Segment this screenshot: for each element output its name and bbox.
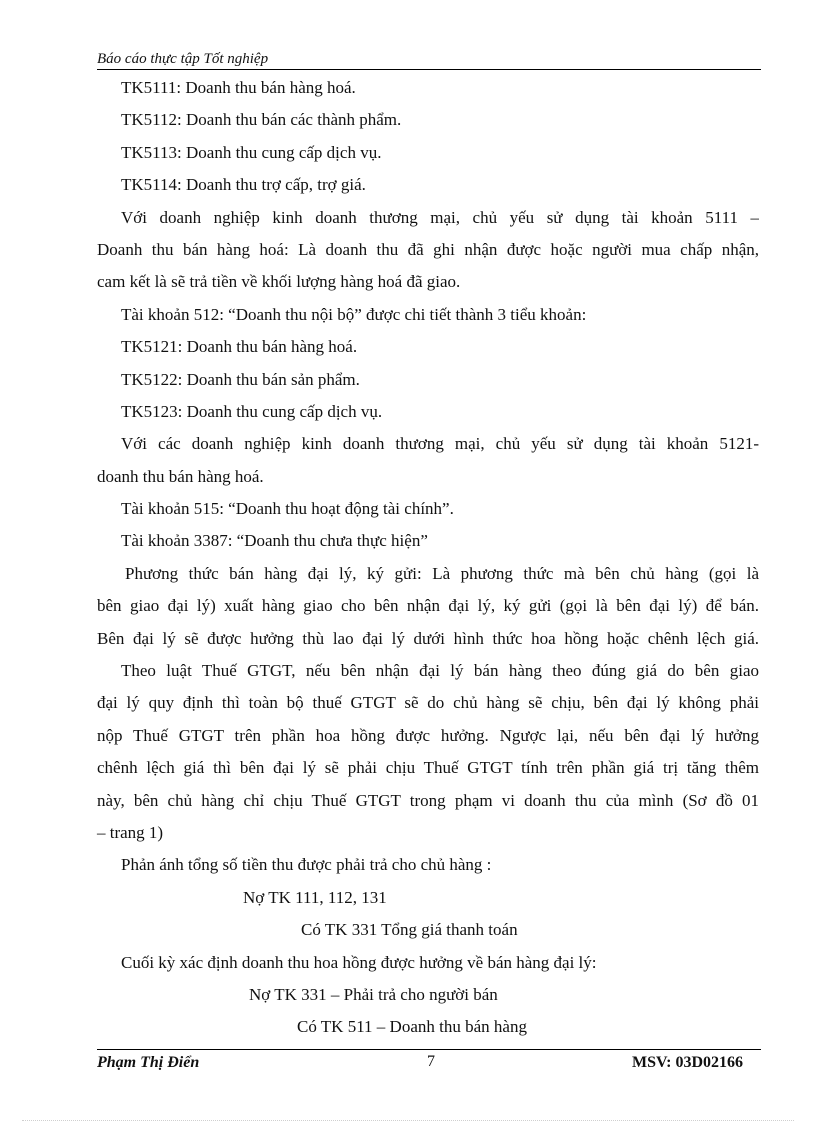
page-header: [97, 49, 761, 70]
journal-entry-credit: Có TK 511 – Doanh thu bán hàng: [297, 1017, 527, 1037]
journal-entry-debit: Nợ TK 331 – Phải trả cho người bán: [249, 984, 498, 1004]
body-line: Theo luật Thuế GTGT, nếu bên nhận đại lý bán hàng theo đúng giá do bên giao: [121, 661, 759, 681]
body-line: TK5122: Doanh thu bán sản phẩm.: [121, 369, 360, 389]
footer-student-id: MSV: 03D02166: [632, 1054, 743, 1071]
body-line: TK5121: Doanh thu bán hàng hoá.: [121, 337, 358, 357]
body-line: TK5113: Doanh thu cung cấp dịch vụ.: [121, 142, 382, 162]
header-title: Báo cáo thực tập Tốt nghiệp: [97, 51, 269, 67]
body-line: Tài khoản 3387: “Doanh thu chưa thực hiện”: [121, 531, 428, 551]
body-line: TK5111: Doanh thu bán hàng hoá.: [121, 78, 356, 97]
page-boundary-divider: [22, 1120, 794, 1121]
body-line: Phản ánh tổng số tiền thu được phải trả cho chủ hàng :: [121, 855, 492, 875]
body-line: Tài khoản 515: “Doanh thu hoạt động tài chính”.: [121, 499, 454, 519]
body-line: chênh lệch giá thì bên đại lý sẽ phải chịu Thuế GTGT tính trên phần giá trị tăng thêm: [97, 758, 759, 778]
document-body: [97, 72, 759, 1044]
body-line: TK5123: Doanh thu cung cấp dịch vụ.: [121, 401, 383, 421]
body-line: Tài khoản 512: “Doanh thu nội bộ” được chi tiết thành 3 tiểu khoản:: [121, 304, 587, 324]
body-line: Với các doanh nghiệp kinh doanh thương mại, chủ yếu sử dụng tài khoản 5121-: [121, 434, 759, 454]
body-line: Bên đại lý sẽ được hưởng thù lao đại lý dưới hình thức hoa hồng hoặc chênh lệch giá.: [97, 628, 759, 648]
body-line: TK5112: Doanh thu bán các thành phẩm.: [121, 110, 402, 130]
body-line: bên giao đại lý) xuất hàng giao cho bên nhận đại lý, ký gửi (gọi là bên đại lý) để bán.: [97, 596, 759, 616]
body-line: Phương thức bán hàng đại lý, ký gửi: Là phương thức mà bên chủ hàng (gọi là: [125, 563, 759, 583]
footer-author: Phạm Thị Điển: [97, 1054, 200, 1071]
body-line: Doanh thu bán hàng hoá: Là doanh thu đã ghi nhận được hoặc người mua chấp nhận,: [97, 239, 759, 259]
body-line: Cuối kỳ xác định doanh thu hoa hồng được hưởng về bán hàng đại lý:: [121, 952, 597, 972]
page-footer: [97, 1049, 761, 1078]
journal-entry-debit: Nợ TK 111, 112, 131: [243, 887, 387, 907]
body-line: Với doanh nghiệp kinh doanh thương mại, chủ yếu sử dụng tài khoản 5111 –: [121, 207, 759, 227]
body-line: cam kết là sẽ trả tiền về khối lượng hàng hoá đã giao.: [97, 272, 461, 292]
body-line: này, bên chủ hàng chỉ chịu Thuế GTGT trong phạm vi doanh thu của mình (Sơ đồ 01: [97, 790, 759, 810]
journal-entry-credit: Có TK 331 Tổng giá thanh toán: [301, 920, 518, 940]
page-number: 7: [427, 1053, 435, 1070]
body-line: doanh thu bán hàng hoá.: [97, 466, 264, 486]
body-line: – trang 1): [97, 822, 164, 842]
body-line: đại lý quy định thì toàn bộ thuế GTGT sẽ do chủ hàng sẽ chịu, bên đại lý không phải: [97, 693, 759, 713]
body-line: nộp Thuế GTGT trên phần hoa hồng được hưởng. Ngược lại, nếu bên đại lý hưởng: [97, 725, 759, 745]
body-line: TK5114: Doanh thu trợ cấp, trợ giá.: [121, 175, 366, 195]
